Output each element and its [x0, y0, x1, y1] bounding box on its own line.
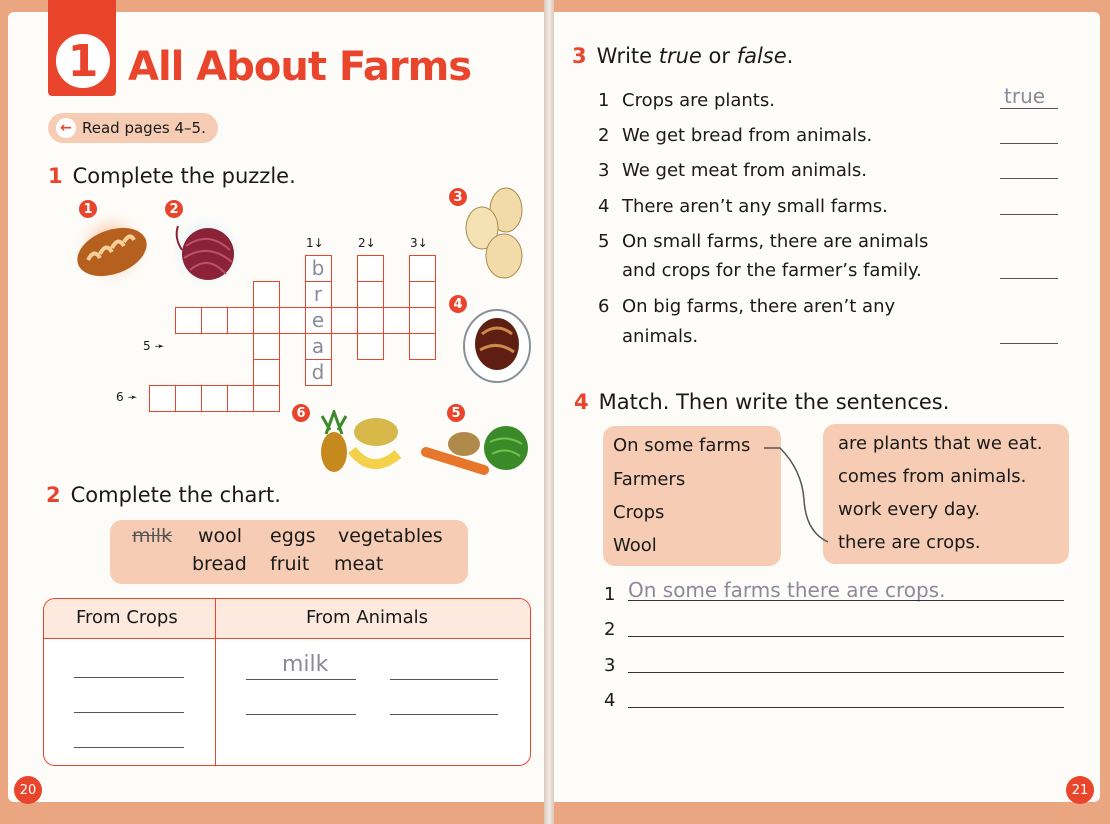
crossword-cell[interactable]	[253, 359, 280, 386]
ex3-title-or: or	[701, 44, 737, 68]
crossword-cell[interactable]: b	[305, 255, 332, 282]
crossword-cell[interactable]	[409, 255, 436, 282]
word-box	[110, 520, 468, 584]
ex3-heading	[572, 44, 793, 68]
crossword-cell[interactable]	[175, 385, 202, 412]
picture-badge: 6	[290, 402, 312, 424]
crossword-cell[interactable]	[253, 307, 280, 334]
sentence-number: 1	[604, 584, 616, 605]
picture-badge: 4	[447, 293, 469, 315]
ex3-title-true: true	[658, 44, 702, 68]
tf-answer-line[interactable]	[1000, 343, 1058, 344]
tf-answer-line[interactable]	[1000, 278, 1058, 279]
crossword-cell[interactable]	[201, 385, 228, 412]
tf-item-cont: and crops for the farmer’s family.	[622, 260, 922, 281]
read-pages-text: Read pages 4–5.	[82, 119, 206, 137]
eggs-icon	[458, 186, 532, 284]
crossword-cell[interactable]	[201, 307, 228, 334]
crossword-cell[interactable]	[383, 307, 410, 334]
answer-blank[interactable]	[74, 747, 184, 748]
crossword-cell[interactable]	[279, 307, 306, 334]
ex1-title: Complete the puzzle.	[72, 164, 296, 188]
match-line	[762, 440, 842, 550]
vegetables-icon	[420, 420, 532, 478]
crossword-cell[interactable]	[331, 307, 358, 334]
fruit-icon	[312, 410, 404, 476]
sentence-number: 3	[604, 655, 616, 676]
match-left-item[interactable]: Wool	[613, 535, 657, 556]
tf-answer-line[interactable]	[1000, 214, 1058, 215]
col-from-animals: From Animals	[306, 607, 428, 628]
crossword-cell[interactable]	[227, 307, 254, 334]
col-from-crops: From Crops	[76, 607, 178, 628]
ex1-heading	[48, 164, 296, 188]
picture-badge: 2	[163, 198, 185, 220]
read-pages-pill	[48, 113, 218, 143]
ex4-heading	[574, 390, 949, 414]
clue-across-5: 5 ➛	[143, 339, 165, 353]
crossword-cell[interactable]	[409, 307, 436, 334]
unit-number: 1	[52, 30, 114, 92]
sentence-number: 2	[604, 619, 616, 640]
match-right-item[interactable]: comes from animals.	[838, 466, 1027, 487]
ex2-number: 2	[46, 483, 61, 507]
tf-answer-line[interactable]	[1000, 108, 1058, 109]
tf-answer-line[interactable]	[1000, 178, 1058, 179]
crossword-cell[interactable]	[253, 281, 280, 308]
crossword-grid	[149, 255, 435, 411]
page-number-left: 20	[14, 776, 42, 804]
crossword-cell[interactable]	[227, 385, 254, 412]
answer-blank[interactable]	[74, 677, 184, 678]
answer-blank[interactable]	[246, 714, 356, 715]
crossword-cell[interactable]	[149, 385, 176, 412]
sentence-number: 4	[604, 690, 616, 711]
sentence-line[interactable]	[628, 636, 1064, 637]
match-left-item[interactable]: Farmers	[613, 469, 686, 490]
clue-down-1: 1↓	[306, 236, 324, 250]
unit-title: All About Farms	[128, 44, 472, 90]
ex2-heading	[46, 483, 281, 507]
word-item: fruit	[270, 553, 310, 575]
word-item: vegetables	[338, 525, 443, 547]
answer-blank[interactable]	[390, 714, 498, 715]
crossword-cell[interactable]: a	[305, 333, 332, 360]
ex4-number: 4	[574, 390, 589, 414]
word-item: eggs	[270, 525, 316, 547]
crossword-cell[interactable]: r	[305, 281, 332, 308]
crossword-cell[interactable]	[253, 333, 280, 360]
handwritten-sentence: On some farms there are crops.	[628, 578, 946, 602]
match-right-item[interactable]: work every day.	[838, 499, 981, 520]
answer-blank[interactable]	[74, 712, 184, 713]
meat-icon	[460, 304, 534, 386]
crossword-cell[interactable]	[357, 281, 384, 308]
match-right-item[interactable]: are plants that we eat.	[838, 433, 1043, 454]
match-right-item[interactable]: there are crops.	[838, 532, 981, 553]
crossword-cell[interactable]	[409, 281, 436, 308]
ex3-title-end: .	[786, 44, 794, 68]
tf-answer-line[interactable]	[1000, 143, 1058, 144]
tf-item: 2 We get bread from animals.	[598, 125, 873, 146]
word-item-crossed: milk	[132, 525, 173, 547]
word-item: bread	[192, 553, 247, 575]
book-gutter	[544, 0, 554, 824]
sentence-line[interactable]	[628, 600, 1064, 601]
picture-badge: 1	[77, 198, 99, 220]
ex3-title-part: Write	[596, 44, 659, 68]
answer-blank[interactable]	[390, 679, 498, 680]
page-number-right: 21	[1066, 776, 1094, 804]
crossword-cell[interactable]	[409, 333, 436, 360]
ex1-number: 1	[48, 164, 63, 188]
crops-animals-chart	[43, 598, 531, 766]
answer-blank[interactable]	[246, 679, 356, 680]
handwritten-answer: milk	[282, 652, 329, 677]
match-left-item[interactable]: On some farms	[613, 435, 751, 456]
sentence-line[interactable]	[628, 672, 1064, 673]
ex4-title: Match. Then write the sentences.	[598, 390, 950, 414]
crossword-cell[interactable]	[357, 333, 384, 360]
sentence-line[interactable]	[628, 707, 1064, 708]
ex3-title-false: false	[736, 44, 787, 68]
tf-answer: true	[1004, 84, 1046, 108]
bread-icon	[70, 208, 160, 288]
picture-badge: 3	[447, 186, 469, 208]
match-left-item[interactable]: Crops	[613, 502, 665, 523]
word-item: meat	[334, 553, 384, 575]
crossword-cell[interactable]	[357, 255, 384, 282]
back-arrow-icon: ←	[56, 118, 76, 138]
tf-item: 1 Crops are plants.	[598, 90, 775, 111]
word-item: wool	[198, 525, 243, 547]
crossword-cell[interactable]	[253, 385, 280, 412]
clue-across-6: 6 ➛	[116, 390, 138, 404]
crossword-cell[interactable]	[357, 307, 384, 334]
tf-item: 5 On small farms, there are animals	[598, 231, 929, 252]
clue-down-3: 3↓	[410, 236, 428, 250]
ex2-title: Complete the chart.	[70, 483, 281, 507]
clue-down-2: 2↓	[358, 236, 376, 250]
chart-divider	[215, 599, 216, 765]
picture-badge: 5	[445, 402, 467, 424]
ex3-number: 3	[572, 44, 587, 68]
tf-item: 4 There aren’t any small farms.	[598, 196, 888, 217]
tf-item: 6 On big farms, there aren’t any	[598, 296, 896, 317]
tf-item: 3 We get meat from animals.	[598, 160, 867, 181]
tf-item-cont: animals.	[622, 326, 699, 347]
crossword-cell[interactable]: e	[305, 307, 332, 334]
crossword-cell[interactable]: d	[305, 359, 332, 386]
crossword-cell[interactable]	[175, 307, 202, 334]
